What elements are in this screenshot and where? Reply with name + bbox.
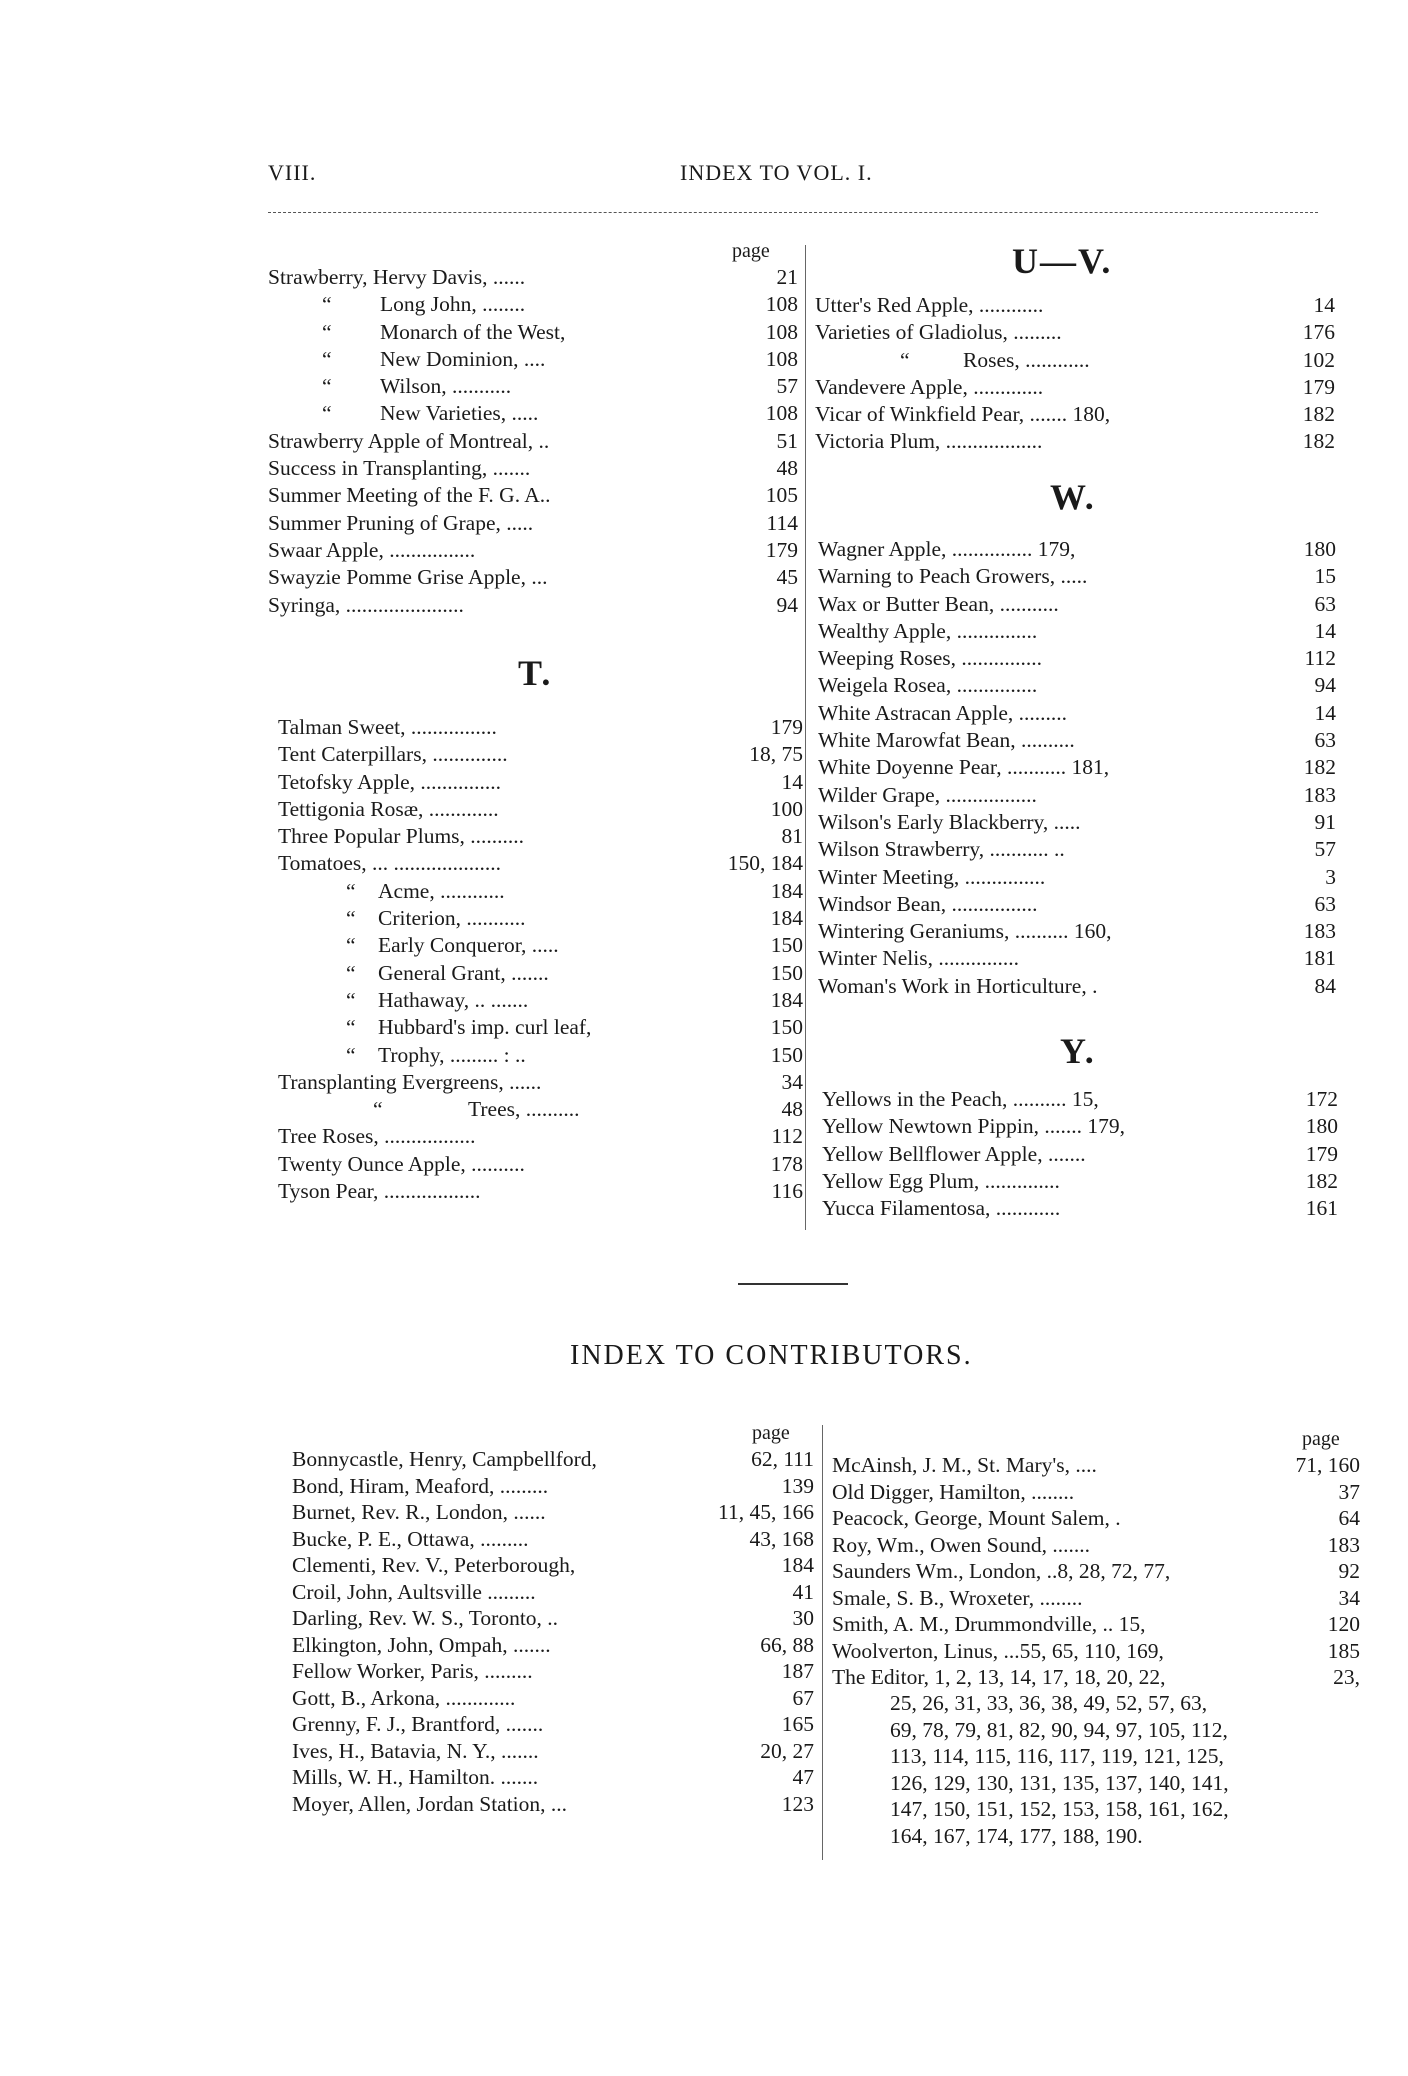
entry-page: 112 (1304, 646, 1336, 671)
w-index-list (818, 536, 1336, 1000)
entry-title: Bucke, P. E., Ottawa, ......... (292, 1526, 529, 1551)
entry-page: 108 (765, 346, 798, 371)
entry-title: Roy, Wm., Owen Sound, ....... (832, 1532, 1090, 1557)
entry-title: New Varieties, ..... (380, 401, 539, 426)
entry-title: Fellow Worker, Paris, ......... (292, 1659, 533, 1683)
entry-page: 57 (1314, 837, 1336, 862)
entry-title: Croil, John, Aultsville ......... (292, 1579, 536, 1604)
entry-title: Wilson Strawberry, ........... .. (818, 837, 1065, 862)
entry-title: Tetofsky Apple, ............... (278, 769, 502, 794)
entry-title: Vicar of Winkfield Pear, ....... 180, (815, 402, 1111, 427)
index-entry (268, 455, 798, 482)
entry-page: 108 (765, 319, 798, 344)
section-letter-y: Y. (1060, 1031, 1096, 1071)
entry-title: Smale, S. B., Wroxeter, ........ (832, 1585, 1083, 1610)
index-entry (278, 878, 803, 905)
index-entry (832, 1452, 1360, 1479)
entry-title: Tree Roses, ................. (278, 1124, 476, 1149)
index-entry (278, 932, 803, 959)
column-divider (805, 245, 806, 1230)
entry-page: 91 (1314, 809, 1336, 834)
index-entry (278, 823, 803, 850)
index-entry (832, 1638, 1360, 1665)
entry-title: Woolverton, Linus, ...55, 65, 110, 169, (832, 1638, 1164, 1663)
index-entry (292, 1658, 814, 1685)
entry-page: 150 (770, 1042, 803, 1067)
entry-title: Yellow Bellflower Apple, ....... (822, 1141, 1086, 1166)
entry-page: 34 (781, 1069, 803, 1094)
entry-title: Ives, H., Batavia, N. Y., ....... (292, 1738, 539, 1763)
entry-page: 181 (1303, 946, 1336, 971)
index-entry (292, 1552, 814, 1579)
section-letter-w: W. (1050, 477, 1096, 517)
index-entry (278, 987, 803, 1014)
entry-page: 62, 111 (751, 1447, 814, 1471)
entry-title: Darling, Rev. W. S., Toronto, .. (292, 1606, 559, 1630)
entry-title: Tyson Pear, .................. (278, 1179, 481, 1204)
page-title: INDEX TO VOL. I. (680, 160, 873, 185)
entry-title: Summer Meeting of the F. G. A.. (268, 483, 551, 508)
entry-title: Moyer, Allen, Jordan Station, ... (292, 1791, 568, 1816)
entry-page: 161 (1305, 1196, 1338, 1221)
index-entry (818, 836, 1336, 863)
entry-title: Roses, ............ (963, 347, 1090, 372)
ditto-mark: “ (346, 960, 356, 985)
entry-page: 165 (781, 1712, 814, 1736)
entry-page: 14 (1314, 618, 1336, 643)
entry-title: Peacock, George, Mount Salem, . (832, 1506, 1121, 1530)
index-entry (818, 536, 1336, 563)
entry-title: Early Conqueror, ..... (378, 933, 559, 958)
index-entry (268, 592, 798, 619)
entry-page: 179 (1305, 1141, 1338, 1166)
index-entry (278, 741, 803, 768)
index-entry (822, 1141, 1338, 1168)
index-entry (268, 482, 798, 509)
entry-title: Vandevere Apple, ............. (815, 374, 1044, 399)
entry-title: Strawberry, Hervy Davis, ...... (268, 265, 526, 289)
entry-page: 150, 184 (727, 851, 803, 876)
entry-page: 150 (770, 1015, 803, 1040)
entry-title: Criterion, ........... (378, 906, 526, 931)
entry-title: Tomatoes, ... .................... (278, 851, 502, 876)
left-index-list (268, 264, 798, 619)
entry-page: 182 (1305, 1168, 1338, 1193)
entry-page: 45 (776, 565, 798, 590)
entry-title: Utter's Red Apple, ............ (815, 293, 1044, 317)
entry-title: General Grant, ....... (378, 960, 549, 985)
entry-title: Wilson, ........... (380, 374, 512, 399)
page-label-contrib-right: page (1302, 1428, 1340, 1450)
entry-page: 178 (770, 1151, 803, 1176)
index-entry (818, 973, 1336, 1000)
index-entry (268, 537, 798, 564)
entry-page: 43, 168 (749, 1526, 814, 1551)
index-entry (818, 727, 1336, 754)
entry-page: 21 (776, 265, 798, 289)
index-entry (278, 1096, 803, 1123)
entry-title: Swaar Apple, ................ (268, 537, 476, 562)
entry-page: 66, 88 (760, 1632, 814, 1657)
entry-page: 116 (771, 1179, 803, 1204)
index-entry (832, 1585, 1360, 1612)
entry-title: Tettigonia Rosæ, ............. (278, 796, 499, 821)
ditto-mark: “ (322, 292, 332, 317)
index-entry (815, 401, 1335, 428)
ditto-mark: “ (346, 987, 356, 1012)
index-entry (815, 428, 1335, 455)
entry-title: Gott, B., Arkona, ............. (292, 1685, 516, 1710)
entry-title: Smith, A. M., Drummondville, .. 15, (832, 1612, 1146, 1636)
entry-page: 112 (771, 1124, 803, 1149)
index-entry (292, 1685, 814, 1712)
entry-title: Burnet, Rev. R., London, ...... (292, 1500, 546, 1524)
index-entry (278, 1123, 803, 1150)
index-entry (815, 374, 1335, 401)
entry-page: 150 (770, 960, 803, 985)
entry-page: 41 (792, 1579, 814, 1604)
entry-page: 184 (781, 1553, 814, 1577)
entry-page: 183 (1303, 919, 1336, 944)
entry-page: 20, 27 (760, 1738, 814, 1763)
entry-title: Wintering Geraniums, .......... 160, (818, 919, 1112, 944)
index-entry (278, 1069, 803, 1096)
index-entry (268, 400, 798, 427)
index-entry (278, 714, 803, 741)
entry-page: 63 (1314, 591, 1336, 616)
entry-page: 63 (1314, 728, 1336, 753)
entry-title: Long John, ........ (380, 292, 526, 317)
index-entry (268, 264, 798, 291)
entry-page: 179 (1302, 374, 1335, 399)
contributors-title: INDEX TO CONTRIBUTORS. (570, 1340, 973, 1371)
index-entry (832, 1611, 1360, 1638)
entry-page: 48 (781, 1097, 803, 1122)
index-entry (818, 618, 1336, 645)
entry-title: Old Digger, Hamilton, ........ (832, 1479, 1075, 1504)
entry-title: Summer Pruning of Grape, ..... (268, 510, 534, 535)
index-entry (292, 1526, 814, 1553)
index-entry (822, 1195, 1338, 1222)
entry-title: Strawberry Apple of Montreal, .. (268, 428, 550, 453)
section-separator (738, 1283, 848, 1285)
entry-page: 176 (1302, 320, 1335, 345)
entry-title: Saunders Wm., London, ..8, 28, 72, 77, (832, 1559, 1171, 1583)
entry-page: 34 (1338, 1585, 1360, 1610)
entry-page: 123 (781, 1791, 814, 1816)
ditto-mark: “ (346, 878, 356, 903)
entry-title: Winter Meeting, ............... (818, 864, 1046, 889)
entry-title: Yellows in the Peach, .......... 15, (822, 1087, 1099, 1111)
entry-title: Trees, .......... (468, 1097, 580, 1122)
entry-title: Weigela Rosea, ............... (818, 673, 1038, 698)
entry-page: 81 (781, 824, 803, 849)
entry-page: 57 (776, 374, 798, 399)
index-entry (818, 591, 1336, 618)
index-entry (278, 769, 803, 796)
entry-title: Winter Nelis, ............... (818, 946, 1019, 971)
entry-page: 14 (781, 769, 803, 794)
entry-page: 182 (1302, 402, 1335, 427)
index-entry (278, 1178, 803, 1205)
entry-page: 183 (1327, 1532, 1360, 1557)
index-entry (292, 1764, 814, 1791)
entry-title: Grenny, F. J., Brantford, ....... (292, 1712, 544, 1736)
entry-title: Weeping Roses, ............... (818, 646, 1042, 671)
index-entry (268, 319, 798, 346)
entry-page: 139 (781, 1473, 814, 1498)
index-entry (832, 1664, 1360, 1691)
header-rule (268, 212, 1318, 213)
index-entry (832, 1558, 1360, 1585)
entry-page: 114 (766, 510, 798, 535)
index-entry (818, 672, 1336, 699)
entry-title: Acme, ............ (378, 878, 505, 903)
index-entry (815, 292, 1335, 319)
index-entry (278, 1014, 803, 1041)
index-entry (278, 850, 803, 877)
t-index-list (278, 714, 803, 1205)
entry-title: Wagner Apple, ............... 179, (818, 537, 1076, 561)
index-entry (292, 1473, 814, 1500)
entry-page: 102 (1302, 347, 1335, 372)
index-entry (278, 1042, 803, 1069)
entry-title: Bond, Hiram, Meaford, ......... (292, 1473, 549, 1498)
entry-page: 183 (1303, 782, 1336, 807)
entry-title: Yellow Egg Plum, .............. (822, 1168, 1060, 1193)
entry-page: 184 (770, 878, 803, 903)
entry-title: Trophy, ......... : .. (378, 1042, 526, 1067)
entry-page: 187 (781, 1659, 814, 1683)
entry-page: 11, 45, 166 (718, 1500, 814, 1524)
page-label-left: page (732, 240, 770, 262)
index-entry (822, 1113, 1338, 1140)
entry-page: 150 (770, 933, 803, 958)
index-entry (832, 1532, 1360, 1559)
index-entry (278, 905, 803, 932)
index-entry (818, 864, 1336, 891)
editor-page-line: 147, 150, 151, 152, 153, 158, 161, 162, (890, 1797, 1229, 1821)
entry-title: Success in Transplanting, ....... (268, 456, 531, 481)
entry-page: 37 (1338, 1479, 1360, 1504)
entry-title: McAinsh, J. M., St. Mary's, .... (832, 1453, 1097, 1477)
entry-title: Elkington, John, Ompah, ....... (292, 1632, 551, 1657)
entry-page: 172 (1305, 1087, 1338, 1111)
editor-page-line: 164, 167, 174, 177, 188, 190. (890, 1823, 1143, 1848)
entry-page: 182 (1303, 755, 1336, 780)
entry-title: Victoria Plum, .................. (815, 429, 1043, 454)
entry-page: 180 (1303, 537, 1336, 561)
entry-title: Yucca Filamentosa, ............ (822, 1196, 1061, 1221)
entry-title: Transplanting Evergreens, ...... (278, 1069, 542, 1094)
ditto-mark: “ (346, 906, 356, 931)
entry-title: White Astracan Apple, ......... (818, 700, 1067, 725)
editor-page-line: 69, 78, 79, 81, 82, 90, 94, 97, 105, 112, (890, 1717, 1228, 1742)
section-letter-uv: U—V. (1012, 241, 1113, 281)
index-entry (278, 796, 803, 823)
entry-page: 94 (1314, 673, 1336, 698)
entry-page: 179 (770, 715, 803, 739)
ditto-mark: “ (346, 933, 356, 958)
editor-continuation-list (890, 1690, 1370, 1849)
ditto-mark: “ (900, 347, 910, 372)
index-entry (292, 1711, 814, 1738)
index-entry (292, 1791, 814, 1818)
entry-title: Yellow Newtown Pippin, ....... 179, (822, 1114, 1126, 1139)
entry-page: 180 (1305, 1114, 1338, 1139)
index-entry (815, 347, 1335, 374)
index-entry (818, 891, 1336, 918)
index-entry (292, 1605, 814, 1632)
contributors-right-list (832, 1452, 1360, 1691)
entry-title: Hubbard's imp. curl leaf, (378, 1015, 592, 1040)
entry-title: Varieties of Gladiolus, ......... (815, 320, 1062, 345)
entry-page: 84 (1314, 973, 1336, 998)
entry-page: 63 (1314, 891, 1336, 916)
entry-page: 3 (1325, 864, 1336, 889)
entry-title: Mills, W. H., Hamilton. ....... (292, 1765, 539, 1789)
entry-title: White Doyenne Pear, ........... 181, (818, 755, 1110, 780)
index-entry (832, 1505, 1360, 1532)
entry-title: Wealthy Apple, ............... (818, 618, 1038, 643)
ditto-mark: “ (322, 374, 332, 399)
index-entry (818, 918, 1336, 945)
entry-page: 179 (765, 537, 798, 562)
index-entry (818, 645, 1336, 672)
entry-title: Wilder Grape, ................. (818, 782, 1037, 807)
entry-page: 67 (792, 1685, 814, 1710)
entry-title: Bonnycastle, Henry, Campbellford, (292, 1447, 597, 1471)
index-entry (278, 1151, 803, 1178)
entry-title: The Editor, 1, 2, 13, 14, 17, 18, 20, 22, (832, 1665, 1166, 1689)
index-entry (268, 510, 798, 537)
entry-page: 184 (770, 906, 803, 931)
entry-title: Swayzie Pomme Grise Apple, ... (268, 565, 548, 590)
index-entry (292, 1632, 814, 1659)
index-entry (292, 1579, 814, 1606)
index-entry (292, 1738, 814, 1765)
entry-page: 14 (1314, 700, 1336, 725)
entry-page: 47 (792, 1765, 814, 1789)
entry-page: 100 (770, 796, 803, 821)
editor-page-line: 126, 129, 130, 131, 135, 137, 140, 141, (890, 1770, 1229, 1795)
index-entry (818, 754, 1336, 781)
index-entry (292, 1499, 814, 1526)
index-entry (815, 319, 1335, 346)
entry-title: Woman's Work in Horticulture, . (818, 973, 1098, 998)
index-entry (268, 428, 798, 455)
index-entry (292, 1446, 814, 1473)
ditto-mark: “ (322, 346, 332, 371)
entry-title: Wax or Butter Bean, ........... (818, 591, 1059, 616)
entry-page: 108 (765, 401, 798, 426)
y-index-list (822, 1086, 1338, 1222)
entry-page: 51 (776, 428, 798, 453)
entry-page: 48 (776, 456, 798, 481)
contributors-divider (822, 1425, 823, 1860)
ditto-mark: “ (373, 1097, 383, 1122)
entry-title: Clementi, Rev. V., Peterborough, (292, 1553, 576, 1577)
index-entry (818, 700, 1336, 727)
entry-title: Syringa, ...................... (268, 592, 464, 617)
entry-title: Talman Sweet, ................ (278, 715, 497, 739)
entry-page: 18, 75 (749, 742, 803, 767)
entry-title: White Marowfat Bean, .......... (818, 728, 1075, 753)
entry-page: 14 (1313, 293, 1335, 317)
index-entry (278, 960, 803, 987)
entry-page: 185 (1327, 1638, 1360, 1663)
index-entry (268, 346, 798, 373)
page-number: VIII. (268, 160, 317, 185)
entry-title: Three Popular Plums, .......... (278, 824, 525, 849)
ditto-mark: “ (322, 319, 332, 344)
index-entry (822, 1168, 1338, 1195)
index-entry (818, 809, 1336, 836)
entry-page: 182 (1302, 429, 1335, 454)
entry-page: 108 (765, 292, 798, 317)
entry-title: Twenty Ounce Apple, .......... (278, 1151, 525, 1176)
index-entry (268, 291, 798, 318)
entry-page: 64 (1338, 1506, 1360, 1530)
index-entry (822, 1086, 1338, 1113)
contributors-left-list (292, 1446, 814, 1817)
entry-page: 94 (776, 592, 798, 617)
editor-page-line: 113, 114, 115, 116, 117, 119, 121, 125, (890, 1744, 1224, 1768)
entry-page: 15 (1314, 564, 1336, 589)
index-entry (268, 564, 798, 591)
ditto-mark: “ (346, 1015, 356, 1040)
entry-title: Wilson's Early Blackberry, ..... (818, 809, 1081, 834)
section-letter-t: T. (518, 653, 553, 693)
index-entry (818, 563, 1336, 590)
index-entry (818, 782, 1336, 809)
entry-page: 92 (1338, 1559, 1360, 1583)
entry-title: Warning to Peach Growers, ..... (818, 564, 1088, 589)
entry-page: 71, 160 (1295, 1453, 1360, 1477)
index-entry (832, 1479, 1360, 1506)
entry-page: 184 (770, 987, 803, 1012)
page-label-contrib-left: page (752, 1422, 790, 1444)
entry-page: 23, (1333, 1665, 1360, 1689)
uv-index-list (815, 292, 1335, 456)
entry-page: 105 (765, 483, 798, 508)
entry-title: Windsor Bean, ................ (818, 891, 1038, 916)
index-entry (268, 373, 798, 400)
entry-page: 120 (1327, 1612, 1360, 1636)
entry-title: Tent Caterpillars, .............. (278, 742, 508, 767)
entry-title: New Dominion, .... (380, 346, 546, 371)
entry-title: Hathaway, .. ....... (378, 987, 529, 1012)
index-entry (818, 945, 1336, 972)
entry-title: Monarch of the West, (380, 319, 566, 344)
entry-page: 30 (792, 1606, 814, 1630)
ditto-mark: “ (346, 1042, 356, 1067)
editor-page-line: 25, 26, 31, 33, 36, 38, 49, 52, 57, 63, (890, 1691, 1208, 1715)
ditto-mark: “ (322, 401, 332, 426)
